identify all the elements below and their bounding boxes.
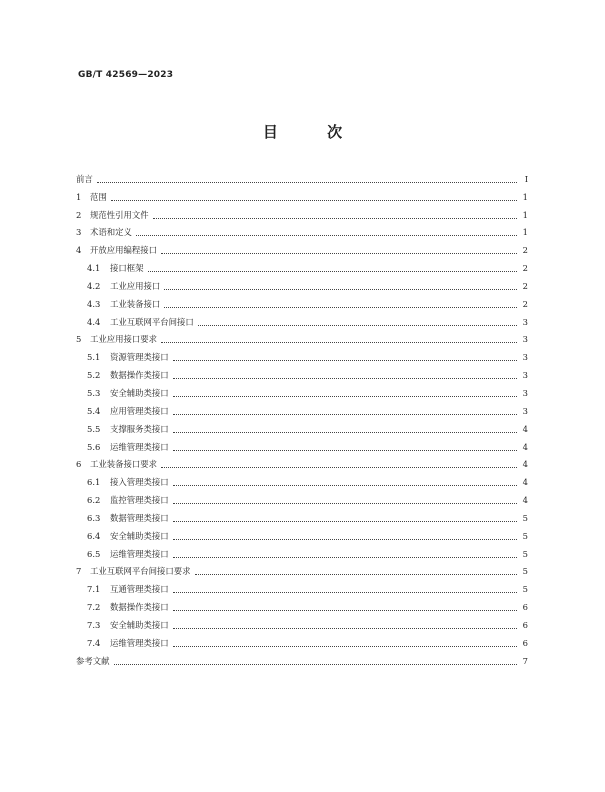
- toc-dot-leader: [164, 288, 517, 290]
- toc-entry[interactable]: [76, 453, 528, 471]
- toc-entry-number: 5.5: [87, 423, 101, 434]
- toc-entry-page-number: 1: [522, 209, 528, 220]
- toc-entry-page-number: Ⅰ: [524, 173, 528, 184]
- toc-entry-number: 7: [76, 566, 82, 577]
- toc-entry-page-number: 1: [522, 227, 528, 238]
- toc-entry-page-number: 4: [522, 441, 528, 452]
- toc-entry-page-number: 3: [522, 316, 528, 327]
- toc-entry[interactable]: [76, 649, 528, 667]
- toc-dot-leader: [173, 556, 517, 558]
- toc-entry-number: 5.2: [87, 370, 101, 381]
- toc-entry-label: 安全辅助类接口: [110, 530, 169, 541]
- toc-entry-number: 4.4: [87, 316, 101, 327]
- toc-entry-label: 开放应用编程接口: [90, 245, 157, 256]
- toc-entry-number: 4.3: [87, 298, 101, 309]
- toc-entry-page-number: 2: [522, 263, 528, 274]
- toc-entry-number: 7.1: [87, 584, 101, 595]
- toc-dot-leader: [153, 217, 517, 219]
- toc-entry-label: 支撑服务类接口: [110, 423, 169, 434]
- toc-dot-leader: [173, 502, 517, 504]
- toc-entry-label: 监控管理类接口: [110, 495, 169, 506]
- toc-entry-label: 参考文献: [76, 655, 110, 666]
- toc-entry-page-number: 4: [522, 495, 528, 506]
- toc-entry-page-number: 6: [522, 619, 528, 630]
- toc-entry[interactable]: [76, 185, 528, 203]
- toc-dot-leader: [136, 234, 517, 236]
- toc-entry-page-number: 4: [522, 477, 528, 488]
- toc-entry-label: 工业装备接口要求: [90, 459, 157, 470]
- toc-dot-leader: [148, 270, 518, 272]
- toc-entry-label: 范围: [90, 191, 107, 202]
- toc-entry-page-number: 3: [522, 370, 528, 381]
- toc-dot-leader: [173, 484, 517, 486]
- toc-entry-label: 互通管理类接口: [110, 584, 169, 595]
- toc-entry[interactable]: [76, 381, 528, 399]
- toc-dot-leader: [173, 431, 517, 433]
- toc-dot-leader: [97, 181, 517, 183]
- toc-dot-leader: [173, 377, 517, 379]
- toc-entry[interactable]: [76, 595, 528, 613]
- toc-entry-page-number: 3: [522, 387, 528, 398]
- toc-entry-label: 工业应用接口要求: [90, 334, 157, 345]
- toc-entry[interactable]: [76, 310, 528, 328]
- toc-entry-page-number: 2: [522, 280, 528, 291]
- toc-dot-leader: [173, 359, 517, 361]
- toc-entry[interactable]: [76, 274, 528, 292]
- toc-entry-number: 4: [76, 245, 82, 256]
- toc-entry-label: 工业互联网平台间接口: [110, 316, 194, 327]
- toc-entry[interactable]: [76, 435, 528, 453]
- toc-entry-label: 运维管理类接口: [110, 441, 169, 452]
- toc-entry-number: 6: [76, 459, 82, 470]
- toc-entry[interactable]: [76, 577, 528, 595]
- toc-entry-page-number: 5: [522, 566, 528, 577]
- toc-entry-page-number: 2: [522, 245, 528, 256]
- toc-entry[interactable]: [76, 506, 528, 524]
- toc-entry[interactable]: [76, 524, 528, 542]
- toc-dot-leader: [161, 252, 517, 254]
- toc-entry-label: 资源管理类接口: [110, 352, 169, 363]
- toc-entry-number: 7.2: [87, 602, 101, 613]
- standard-code: GB/T 42569—2023: [78, 70, 174, 80]
- toc-entry[interactable]: [76, 167, 528, 185]
- toc-entry[interactable]: [76, 542, 528, 560]
- toc-entry-label: 工业应用接口: [110, 280, 161, 291]
- toc-entry[interactable]: [76, 613, 528, 631]
- toc-entry-label: 应用管理类接口: [110, 405, 169, 416]
- toc-entry[interactable]: [76, 363, 528, 381]
- toc-entry-number: 5.3: [87, 387, 101, 398]
- toc-dot-leader: [173, 627, 517, 629]
- toc-entry-label: 接入管理类接口: [110, 477, 169, 488]
- toc-entry-label: 数据管理类接口: [110, 512, 169, 523]
- toc-entry-page-number: 4: [522, 423, 528, 434]
- toc-entry-number: 4.2: [87, 280, 101, 291]
- toc-dot-leader: [111, 199, 517, 201]
- toc-entry-label: 安全辅助类接口: [110, 619, 169, 630]
- toc-entry[interactable]: [76, 221, 528, 239]
- toc-entry[interactable]: [76, 399, 528, 417]
- toc-entry[interactable]: [76, 256, 528, 274]
- toc-dot-leader: [164, 306, 517, 308]
- toc-dot-leader: [173, 538, 517, 540]
- toc-entry-number: 1: [76, 191, 82, 202]
- toc-dot-leader: [195, 573, 518, 575]
- toc-dot-leader: [161, 466, 517, 468]
- toc-entry[interactable]: [76, 292, 528, 310]
- toc-entry-page-number: 6: [522, 602, 528, 613]
- toc-entry-page-number: 3: [522, 334, 528, 345]
- toc-entry-page-number: 5: [522, 548, 528, 559]
- toc-entry-page-number: 5: [522, 512, 528, 523]
- toc-dot-leader: [173, 395, 517, 397]
- toc-dot-leader: [173, 413, 517, 415]
- toc-entry-page-number: 1: [522, 191, 528, 202]
- toc-entry-label: 数据操作类接口: [110, 602, 169, 613]
- toc-dot-leader: [173, 449, 517, 451]
- toc-entry-number: 3: [76, 227, 82, 238]
- toc-entry[interactable]: [76, 328, 528, 346]
- toc-title: 目 次: [262, 123, 365, 141]
- toc-entry[interactable]: [76, 345, 528, 363]
- toc-entry-number: 6.5: [87, 548, 101, 559]
- toc-entry-number: 6.2: [87, 495, 101, 506]
- toc-dot-leader: [173, 520, 517, 522]
- toc-entry-page-number: 6: [522, 637, 528, 648]
- toc-entry-number: 2: [76, 209, 82, 220]
- toc-entry-page-number: 2: [522, 298, 528, 309]
- toc-entry-label: 数据操作类接口: [110, 370, 169, 381]
- toc-dot-leader: [173, 645, 517, 647]
- toc-entry[interactable]: [76, 203, 528, 221]
- toc-entry-label: 接口框架: [110, 263, 144, 274]
- toc-entry-page-number: 7: [522, 655, 528, 666]
- toc-entry-label: 工业装备接口: [110, 298, 161, 309]
- toc-entry[interactable]: [76, 417, 528, 435]
- toc-entry-number: 5.4: [87, 405, 101, 416]
- toc-dot-leader: [114, 663, 518, 665]
- toc-entry-label: 安全辅助类接口: [110, 387, 169, 398]
- toc-entry-number: 5.6: [87, 441, 101, 452]
- toc-entry-label: 工业互联网平台间接口要求: [90, 566, 191, 577]
- toc-entry-number: 4.1: [87, 263, 101, 274]
- table-of-contents: [76, 167, 528, 667]
- toc-entry-number: 7.4: [87, 637, 101, 648]
- toc-entry[interactable]: [76, 488, 528, 506]
- toc-entry[interactable]: [76, 560, 528, 578]
- toc-entry-number: 7.3: [87, 619, 101, 630]
- toc-entry[interactable]: [76, 631, 528, 649]
- toc-entry-page-number: 5: [522, 584, 528, 595]
- toc-entry-label: 术语和定义: [90, 227, 132, 238]
- toc-entry-page-number: 5: [522, 530, 528, 541]
- toc-entry[interactable]: [76, 470, 528, 488]
- toc-entry-label: 运维管理类接口: [110, 637, 169, 648]
- toc-dot-leader: [173, 609, 517, 611]
- toc-entry[interactable]: [76, 238, 528, 256]
- toc-entry-page-number: 3: [522, 405, 528, 416]
- toc-entry-page-number: 4: [522, 459, 528, 470]
- toc-dot-leader: [198, 324, 517, 326]
- toc-dot-leader: [173, 591, 517, 593]
- toc-entry-label: 规范性引用文件: [90, 209, 149, 220]
- toc-entry-number: 6.4: [87, 530, 101, 541]
- toc-entry-number: 6.1: [87, 477, 101, 488]
- toc-entry-number: 5.1: [87, 352, 101, 363]
- toc-entry-number: 6.3: [87, 512, 101, 523]
- toc-entry-label: 前言: [76, 173, 93, 184]
- toc-entry-number: 5: [76, 334, 82, 345]
- toc-entry-label: 运维管理类接口: [110, 548, 169, 559]
- toc-dot-leader: [161, 341, 517, 343]
- toc-entry-page-number: 3: [522, 352, 528, 363]
